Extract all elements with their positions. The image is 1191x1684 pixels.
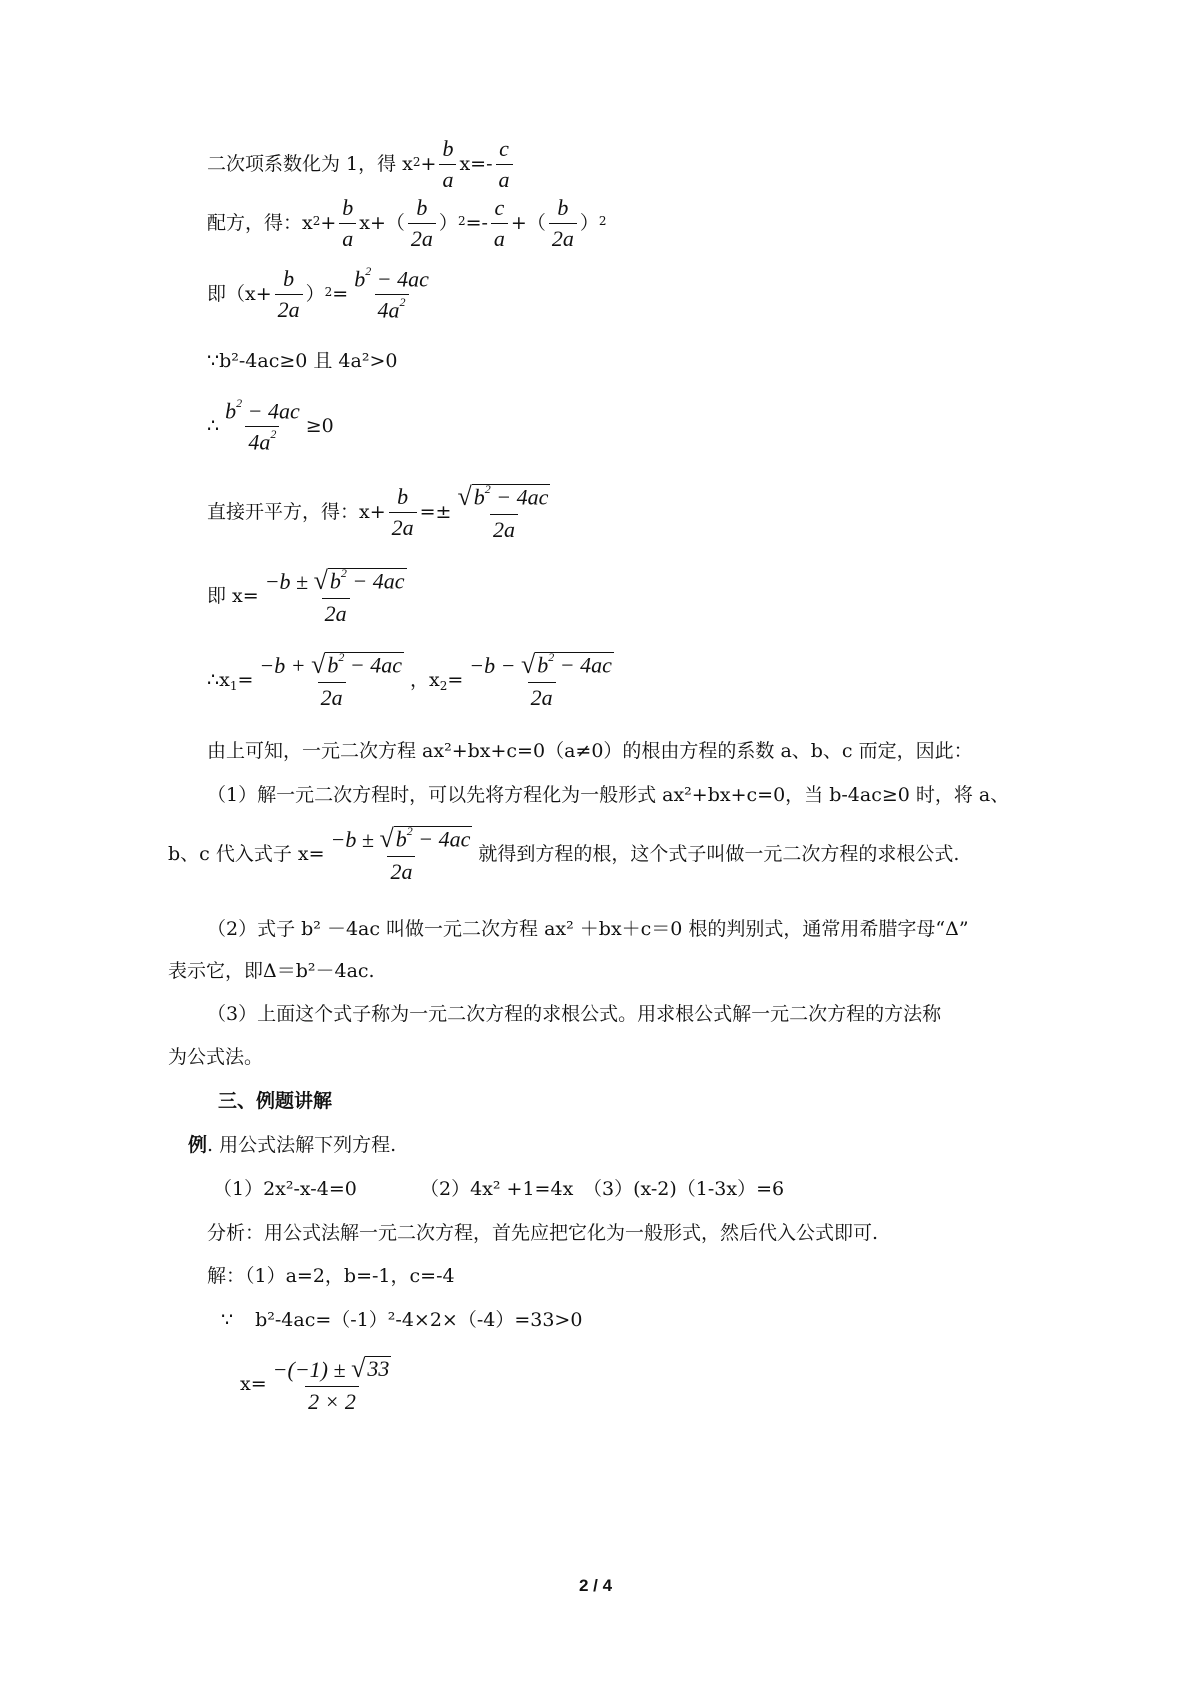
example-equation-2 <box>420 1180 573 1199</box>
text: ≥0 <box>305 415 334 438</box>
text: （1）2x²-x-4=0 <box>213 1178 357 1200</box>
fraction: −b + √ $b^2 - 4ac$ 2a <box>259 650 402 710</box>
paragraph-point-2-cont <box>168 962 375 981</box>
fraction: √ $b^2 - 4ac$ 2a <box>457 482 549 542</box>
fraction-quadratic-formula: −b ± √ $b^2 - 4ac$ 2a <box>264 566 405 626</box>
fraction-b-over-a: $\frac{b}{a}$ <box>439 138 456 191</box>
solution-1-discriminant <box>221 1311 582 1330</box>
example-equation-1 <box>213 1180 357 1199</box>
text: 配方，得：x <box>207 212 313 234</box>
fraction: $\frac{b}{2a}$ <box>275 268 303 321</box>
line-condition <box>207 352 397 371</box>
text: ∴ <box>207 415 220 438</box>
paragraph-summary <box>207 742 973 761</box>
fraction: −b − √ $b^2 - 4ac$ 2a <box>469 650 612 710</box>
since-symbol: ∵ <box>221 1309 234 1331</box>
text: x= <box>240 1373 267 1395</box>
text: 二次项系数化为 1，得 x <box>207 153 413 175</box>
text: 即（x+ <box>207 283 272 306</box>
line-normalize-coefficient: 二次项系数化为 1，得 x 2 + $\frac{b}{a}$ x=- $\frac{c}{a}$ <box>207 138 516 191</box>
text: 三、例题讲解 <box>218 1090 333 1112</box>
example-heading <box>188 1136 396 1155</box>
line-roots: ∴x 1 = −b + √ $b^2 - 4ac$ 2a ，x 2 = −b − √ $b^2 - 4ac$ 2a <box>207 652 620 709</box>
line-solution-x <box>207 568 413 625</box>
example-label: 例 <box>188 1134 208 1156</box>
line-square-root: 直接开平方，得：x+ $\frac{b}{2a}$ =± √ $b^2 - 4ac$ 2a <box>207 484 556 541</box>
fraction: −(−1) ± √ 33 2 × 2 <box>272 1354 390 1414</box>
text: 就得到方程的根，这个式子叫做一元二次方程的求根公式. <box>478 843 960 865</box>
fraction: $\frac{b^2 - 4ac}{4a^2}$ <box>354 264 429 323</box>
text: （3）上面这个式子称为一元二次方程的求根公式。用求根公式解一元二次方程的方法称 <box>207 1003 942 1025</box>
line-complete-square: 配方，得：x 2 + $\frac{b}{a}$ x+（ $\frac{b}{2a}$ ） 2 =- $\frac{c}{a}$ +（ $\frac{b}{2a}$ ） 2 <box>207 195 607 251</box>
text: . 用公式法解下列方程. <box>207 1134 397 1156</box>
line-nonnegative <box>207 396 334 455</box>
fraction: $\frac{b}{2a}$ <box>408 197 436 250</box>
fraction: $\frac{b^2 - 4ac}{4a^2}$ <box>225 396 300 455</box>
solution-1-coefficients <box>207 1267 455 1286</box>
text: （1）解一元二次方程时，可以先将方程化为一般形式 ax²+bx+c=0，当 b-4ac≥0 时，将 a、 <box>207 784 1010 806</box>
paragraph-point-2 <box>207 920 969 939</box>
fraction: $\frac{b}{2a}$ <box>389 486 417 539</box>
fraction-quadratic-formula: −b ± √ $b^2 - 4ac$ 2a <box>330 824 471 884</box>
text: ∴x <box>207 669 230 691</box>
text: （2）式子 b² －4ac 叫做一元二次方程 ax² ＋bx＋c＝0 根的判别式，通常用希腊字母“Δ” <box>207 918 969 940</box>
text: 直接开平方，得：x+ <box>207 501 386 523</box>
text: 解：（1）a=2，b=-1，c=-4 <box>207 1265 455 1287</box>
line-square-form: 即（x+ $\frac{b}{2a}$ ） 2 = $\frac{b^2 - 4ac}{4a^2}$ <box>207 268 435 322</box>
text: 为公式法。 <box>168 1046 264 1068</box>
text: ∵b²-4ac≥0 且 4a²>0 <box>207 350 398 372</box>
paragraph-point-1 <box>207 786 1009 805</box>
text: b²-4ac=（-1）²-4×2×（-4）=33>0 <box>255 1309 583 1331</box>
example-equation-3 <box>583 1180 784 1199</box>
text: 分析：用公式法解一元二次方程，首先应把它化为一般形式，然后代入公式即可. <box>207 1222 879 1244</box>
solution-1-formula <box>240 1356 397 1413</box>
paragraph-point-3 <box>207 1005 941 1024</box>
text: 表示它，即Δ＝b²－4ac. <box>168 960 375 982</box>
section-heading <box>218 1092 332 1111</box>
page-number: 2 / 4 <box>578 1576 613 1595</box>
paragraph-point-1-cont <box>168 826 959 883</box>
fraction: $\frac{b}{2a}$ <box>549 197 577 250</box>
analysis <box>207 1224 878 1243</box>
paragraph-point-3-cont <box>168 1048 263 1067</box>
text: 由上可知，一元二次方程 ax²+bx+c=0（a≠0）的根由方程的系数 a、b、c 而定，因此： <box>207 740 973 762</box>
text: （3）(x-2)（1-3x）=6 <box>583 1178 785 1200</box>
text: （2）4x² +1=4x <box>420 1178 574 1200</box>
text: 即 x= <box>207 585 259 607</box>
fraction: $\frac{c}{a}$ <box>491 197 508 250</box>
fraction-c-over-a: $\frac{c}{a}$ <box>496 138 513 191</box>
fraction: $\frac{b}{a}$ <box>339 197 356 250</box>
text: b、c 代入式子 x= <box>168 843 325 865</box>
